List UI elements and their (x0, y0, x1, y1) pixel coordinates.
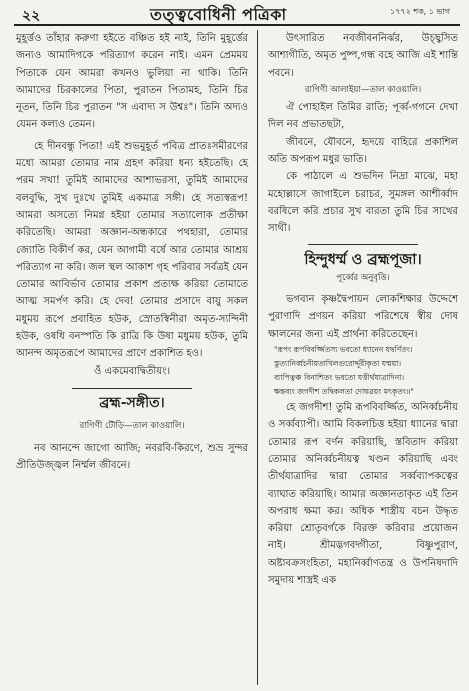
song-verse: ঐ পোহাইল তিমির রাতি; পূর্ব্ব-গগনে দেখা দিল নব প্রভাতছটা, (268, 102, 458, 131)
paragraph: মুহূর্ত্তও তাঁহার করুণা হইতে বঞ্চিত হই নাই, তিনি মুহূর্ত্তের জন্যও আমাদিগকে পরিত্যাগ করেন নাই। এমন প্রেমময় পিতাকে যেন আমরা কখনও ভুলিয়া না থাকি। তিনি আমাদের চিরকালের পিতা, পুরাতন পিতামহ, তিনি চির নূতন, তিনি চির পুরাতন "স এবাদ্য স উশ্বঃ"। তিনি অদ্যও যেমন কল্যও তেমন। (16, 33, 248, 131)
song-verse: জীবনে, যৌবনে, হৃদয়ে বাহিরে প্রকাশিল অতি অপরূপ মধুর ভাতি। (268, 136, 458, 166)
article-subtitle: পূর্ব্বের অনুবৃত্তি। (336, 272, 390, 283)
prayer-paragraph: হে দীনবন্ধু পিতা! এই শুভমুহূর্ত পবিত্র প্রাতঃসমীরণের মধ্যে আমরা তোমার নাম গ্রহণ করিয়া ধন্য হইতেছি। হে পরম সখা! তুমিই আমাদের আশাভরসা, তুমিই আমাদের বলবুদ্ধি, সুখ দুঃখে তুমিই একমাত্র সঙ্গী। হে সত্যস্বরূপ! আমরা অসত্যে নিমগ্ন হইয়া তোমার সত্যালোক প্রতীক্ষা করিতেছি। আমরা অজ্ঞান-অন্ধকারে পথহারা, তোমার জ্যোতি বিকীর্ণ কর, যেন আগামী বর্ষে আর তোমার আশ্রয় পরিত্যাগ না করি। জল স্থল আকাশ গৃহ পরিবার সর্বত্রই যেন তোমার আবির্ভাব তোমার প্রকাশ প্রত্যক্ষ করিয়া তোমাতে আত্ম সমর্পণ করি। হে দেব! তোমার প্রসাদে বায়ু সকল মধুময় রূপে প্রবাহিত হউক, স্রোতস্বিনীরা অমৃত-স্যন্দিনী হউক, ওষধি বনস্পতি কি রাত্রি কি উষা মধুময় হউক, তুমি আনন্দ অমৃতরূপে আমাদের প্রাণে প্রকাশিত হও। (16, 140, 248, 360)
raga-line: রাগিণী টৌড়ি—তাল কাওয়ালি। (79, 421, 185, 432)
section-divider (72, 388, 192, 389)
raga-line: রাগিণী আলাইয়া—তাল কাওয়ালি। (304, 84, 422, 95)
issue-label: ১৭৭২ শক, ১ ভাগ (390, 7, 451, 16)
column-divider (257, 30, 258, 685)
mantra: ওঁ একমেবাদ্বিতীয়ং। (93, 365, 171, 377)
left-column (16, 30, 248, 474)
journal-title: তত্ত্ববোধিনী পত্রিকা (150, 5, 287, 24)
page-header (0, 0, 469, 24)
song-title: ব্রহ্ম-সঙ্গীত। (99, 394, 165, 411)
article-title: হিন্দুধর্ম্ম ও ব্রহ্মপূজা। (304, 250, 422, 268)
paragraph: ভগবান কৃষ্ণদ্বৈপায়ন লোকশিক্ষার উদ্দেশে পুরাণাদি প্রণয়ন করিয়া পরিশেষে স্বীয় দোষ ক্ষালনের জন্য এই প্রার্থনা করিতেছেন। (268, 294, 458, 340)
song-verse: উৎসারিত নবজীবননির্ঝর, উচ্ছ্বসিত আশাগীতি, অমৃত পুষ্প,গন্ধ বহে আজি এই শান্তি পবনে। (268, 33, 458, 79)
header-rule (14, 24, 460, 26)
page-number: ২২ (22, 8, 41, 24)
sanskrit-quote-line: ব্যাপিত্বঞ্চ বিনাশিতং ভবতো যত্তীর্থযাত্রাদিনা। (274, 373, 405, 383)
sanskrit-quote-line: স্তুত্যানির্ব্বচনীয়তাখিলগুরোর্দ্দূরীকৃতা যন্ময়া। (274, 359, 402, 369)
song-text: নব আনন্দে জাগো আজি; নবরবি-কিরণে, শুভ্র সুন্দর প্রীতিউজ্জ্বল নির্ম্মল জীবনে। (16, 442, 248, 471)
sanskrit-quote-line: ক্ষন্তব্যং জগদীশ তদ্বিকলতা দোষত্রয়ং মৎকৃতং॥" (274, 387, 414, 397)
paragraph: হে জগদীশ! তুমি রূপবিবর্জ্জিত, অনির্ব্বচনীয় ও সর্ব্বব্যাপী। আমি বিকলচিত্ত হইয়া ধ্যানের দ্বারা তোমার রূপ বর্ণন করিয়াছি, স্তবিতাদ করিয়া তোমার অনির্ব্বচনীয়ত্ব খণ্ডন করিয়াছি এবং তীর্থযাত্রাদির দ্বারা তোমার সর্ব্বব্যাপকত্বের ব্যাঘাত করিয়াছি। আমার অজ্ঞানতাকৃত এই তিন অপরাধ ক্ষমা কর। অধিক শাস্ত্রীয় বচন উদ্ধৃত করিয়া শ্রোতৃবর্গকে বিরক্ত করিবার প্রয়োজন নাই। শ্রীমদ্ভগবদ্গীতা, বিষ্ণুপুরাণ, অষ্টাবক্রসংহিতা, মহানির্ব্বাণতন্ত্র ও উপনিষদাদি সমুদায় শাস্ত্রই এক (268, 402, 458, 587)
sanskrit-quote-line: "রূপং রূপবিবর্জ্জিতস্য ভবতো ধ্যানেন যদ্বর্ণিতং। (274, 345, 413, 355)
song-verse: কে পাঠালে এ শুভদিন নিদ্রা মাঝে, মহা মহোল্লাসে জাগাইলে চরাচর, সুমঙ্গল আশীর্ব্বাদ বরষিলে করি প্রচার সুখ বারতা তুমি চির সাথের সাথী। (268, 171, 458, 235)
right-column (268, 30, 458, 589)
section-divider (308, 244, 418, 245)
